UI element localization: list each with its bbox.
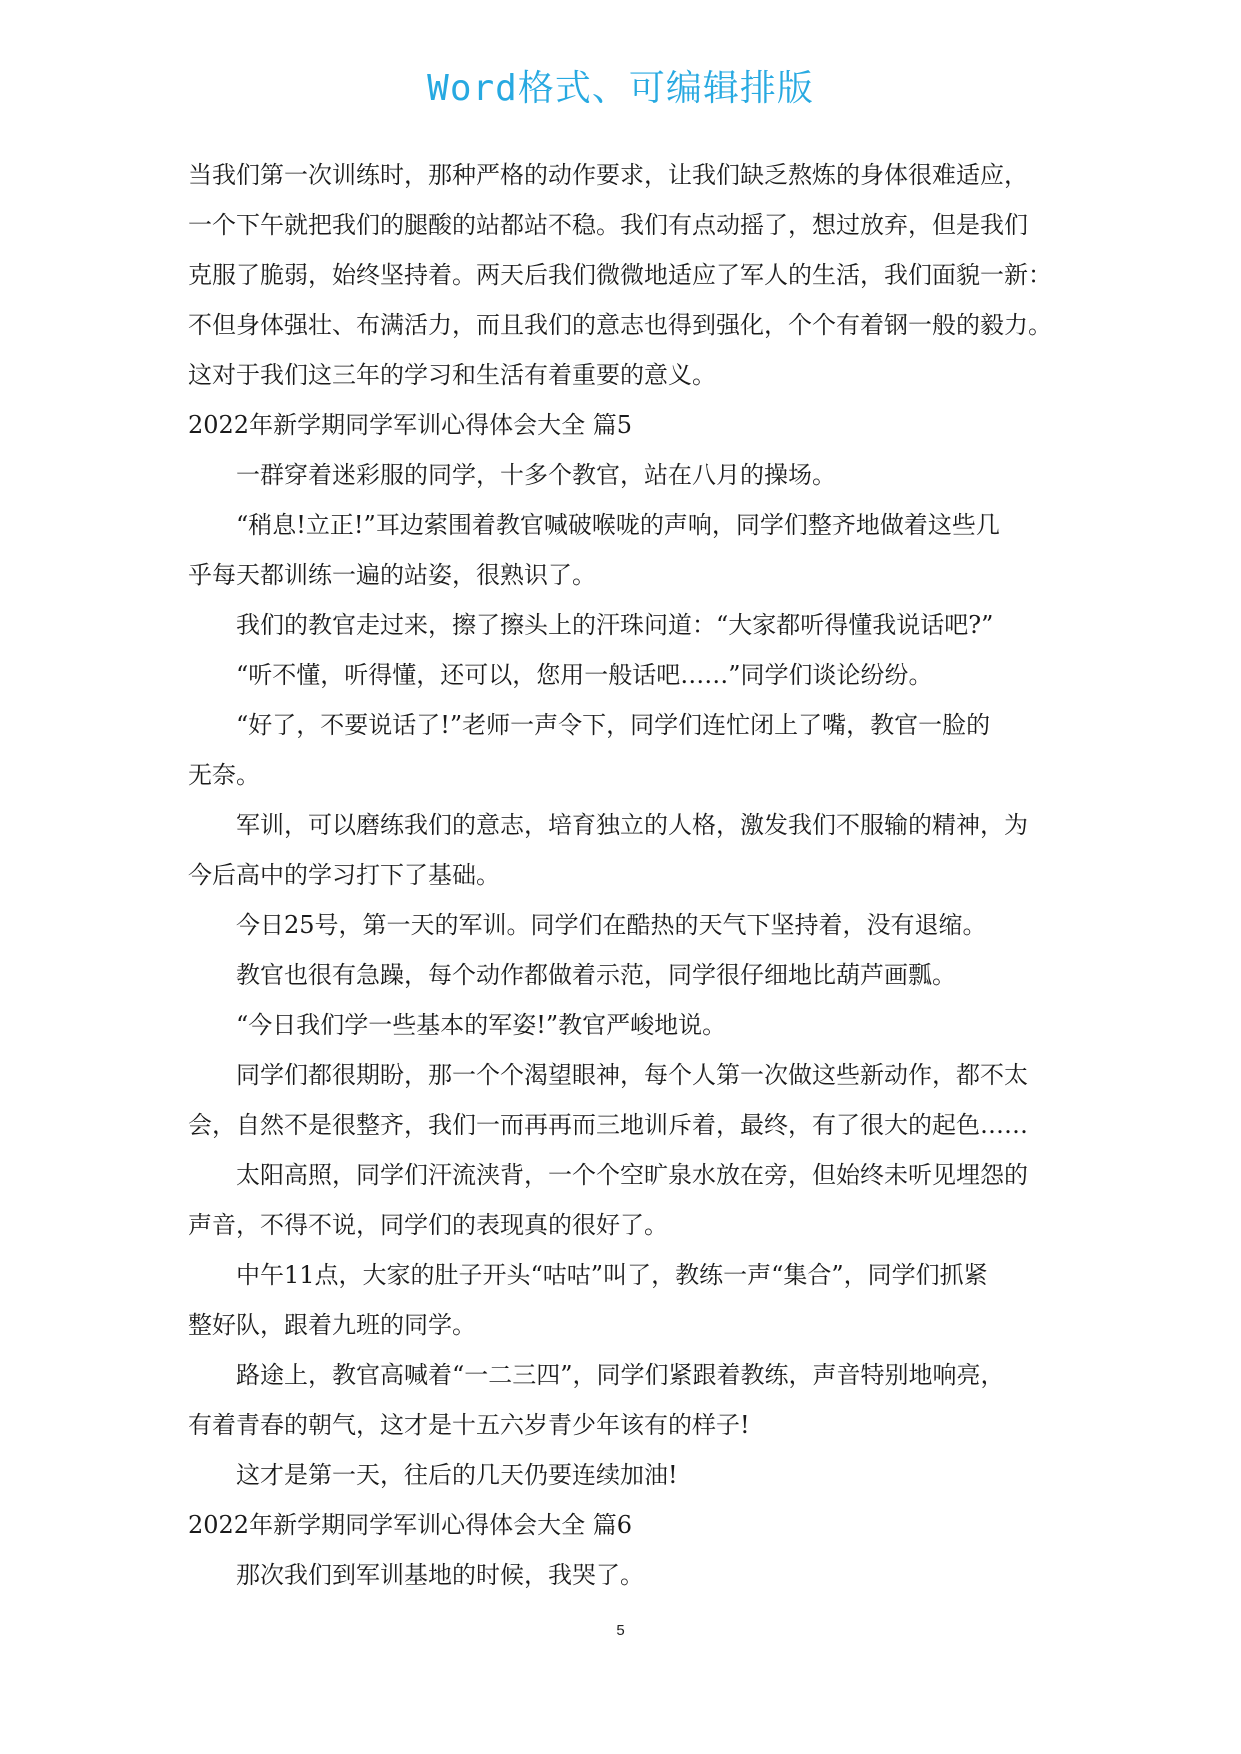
- paragraph-line: 军训，可以磨练我们的意志，培育独立的人格，激发我们不服输的精神，为: [236, 811, 1028, 839]
- paragraph-line: 不但身体强壮、布满活力，而且我们的意志也得到强化，个个有着钢一般的毅力。: [188, 311, 1052, 339]
- paragraph-line: 无奈。: [188, 761, 260, 789]
- section-heading: 2022年新学期同学军训心得体会大全 篇5: [188, 411, 632, 439]
- paragraph-line: 整好队，跟着九班的同学。: [188, 1311, 476, 1339]
- paragraph-line: 声音，不得不说，同学们的表现真的很好了。: [188, 1211, 668, 1239]
- paragraph-line: 教官也很有急躁，每个动作都做着示范，同学很仔细地比葫芦画瓢。: [236, 961, 956, 989]
- paragraph-line: “稍息!立正!”耳边萦围着教官喊破喉咙的声响，同学们整齐地做着这些几: [236, 511, 1000, 539]
- paragraph-line: 一群穿着迷彩服的同学，十多个教官，站在八月的操场。: [236, 461, 836, 489]
- paragraph-line: 太阳高照，同学们汗流浃背，一个个空旷泉水放在旁，但始终未听见埋怨的: [236, 1161, 1028, 1189]
- paragraph-line: 会，自然不是很整齐，我们一而再再而三地训斥着，最终，有了很大的起色……: [188, 1111, 1028, 1139]
- paragraph-line: 今后高中的学习打下了基础。: [188, 861, 500, 889]
- paragraph-line: “好了，不要说话了!”老师一声令下，同学们连忙闭上了嘴，教官一脸的: [236, 711, 991, 739]
- paragraph-line: 乎每天都训练一遍的站姿，很熟识了。: [188, 561, 596, 589]
- section-heading: 2022年新学期同学军训心得体会大全 篇6: [188, 1511, 632, 1539]
- paragraph-line: 我们的教官走过来，擦了擦头上的汗珠问道：“大家都听得懂我说话吧?”: [236, 611, 994, 639]
- paragraph-line: 路途上，教官高喊着“一二三四”，同学们紧跟着教练，声音特别地响亮，: [236, 1361, 1005, 1389]
- paragraph-line: 有着青春的朝气，这才是十五六岁青少年该有的样子!: [188, 1411, 750, 1439]
- paragraph-line: “今日我们学一些基本的军姿!”教官严峻地说。: [236, 1011, 727, 1039]
- paragraph-line: 中午11点，大家的肚子开头“咕咕”叫了，教练一声“集合”，同学们抓紧: [236, 1261, 988, 1289]
- paragraph-line: 那次我们到军训基地的时候，我哭了。: [236, 1561, 644, 1589]
- paragraph-line: 当我们第一次训练时，那种严格的动作要求，让我们缺乏熬炼的身体很难适应，: [188, 161, 1028, 189]
- document-body: [188, 150, 1068, 1600]
- paragraph-line: 这对于我们这三年的学习和生活有着重要的意义。: [188, 361, 716, 389]
- paragraph-line: 一个下午就把我们的腿酸的站都站不稳。我们有点动摇了，想过放弃，但是我们: [188, 211, 1028, 239]
- paragraph-line: 同学们都很期盼，那一个个渴望眼神，每个人第一次做这些新动作，都不太: [236, 1061, 1028, 1089]
- paragraph-line: 克服了脆弱，始终坚持着。两天后我们微微地适应了军人的生活，我们面貌一新：: [188, 261, 1052, 289]
- paragraph-line: 今日25号，第一天的军训。同学们在酷热的天气下坚持着，没有退缩。: [236, 911, 987, 939]
- paragraph-line: “听不懂，听得懂，还可以，您用一般话吧……”同学们谈论纷纷。: [236, 661, 933, 689]
- page-number: 5: [616, 1622, 625, 1639]
- paragraph-line: 这才是第一天，往后的几天仍要连续加油!: [236, 1461, 678, 1489]
- page-header-title: Word格式、可编辑排版: [427, 68, 814, 109]
